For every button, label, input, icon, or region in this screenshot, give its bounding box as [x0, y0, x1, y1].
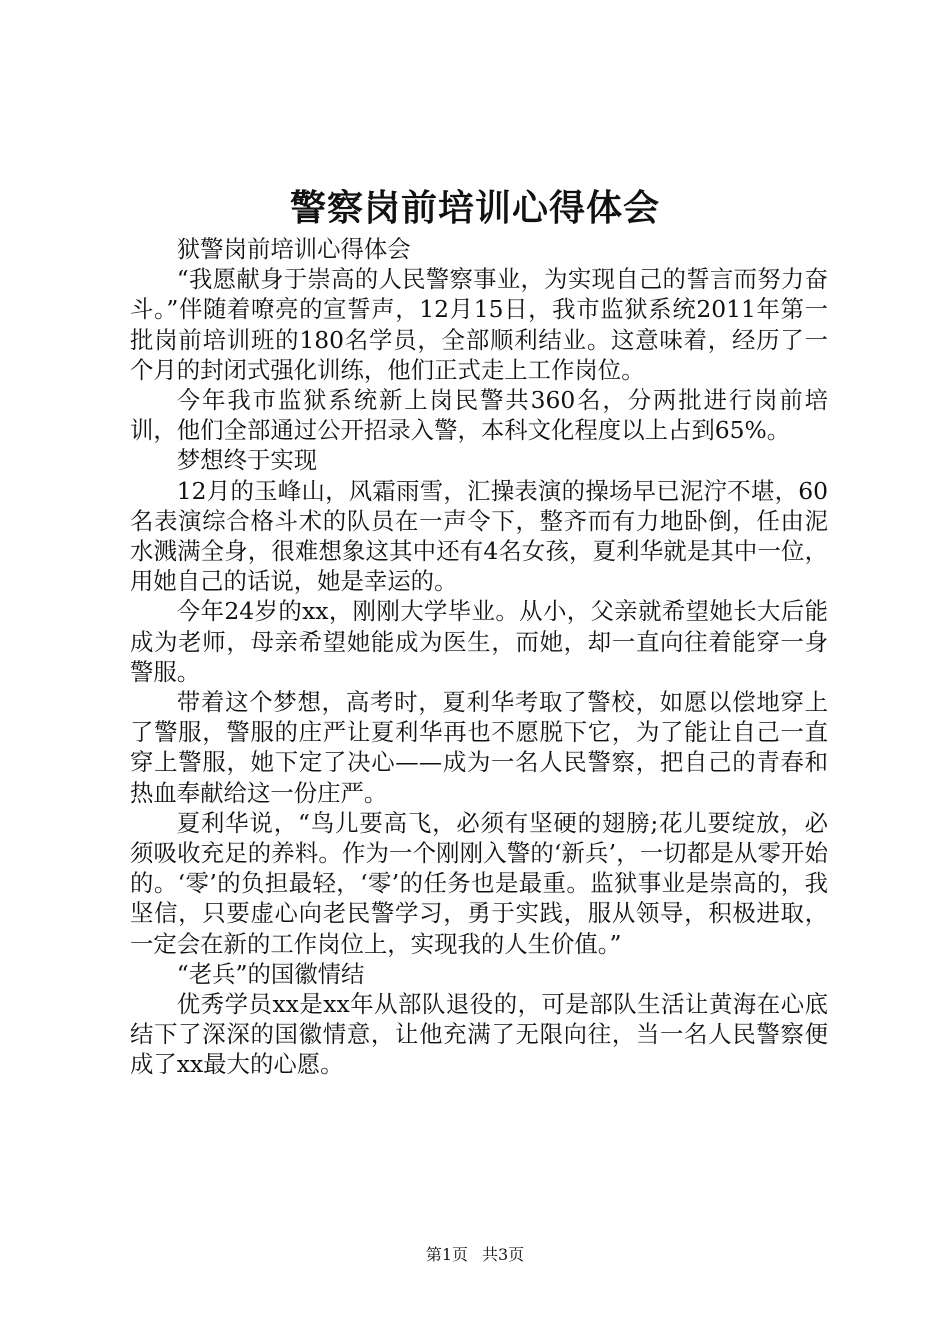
paragraph: 夏利华说，“鸟儿要高飞，必须有坚硬的翅膀;花儿要绽放，必须吸收充足的养料。作为一个刚刚入警的‘新兵’，一切都是从零开始的。‘零’的负担最轻，‘零’的任务也是最重。监狱事业是崇高的，我坚信，只要虚心向老民警学习，勇于实践，服从领导，积极进取，一定会在新的工作岗位上，实现我的人生价值。”	[130, 808, 828, 958]
paragraph: 优秀学员xx是xx年从部队退役的，可是部队生活让黄海在心底结下了深深的国徽情意，让他充满了无限向往，当一名人民警察便成了xx最大的心愿。	[130, 990, 828, 1079]
document-body	[130, 234, 828, 1080]
section-heading: “老兵”的国徽情结	[176, 959, 365, 988]
page-total: 共3页	[482, 1245, 525, 1264]
paragraph: 12月的玉峰山，风霜雨雪，汇操表演的操场早已泥泞不堪，60名表演综合格斗术的队员在一声令下，整齐而有力地卧倒，任由泥水溅满全身，很难想象这其中还有4名女孩，夏利华就是其中一位，用她自己的话说，她是幸运的。	[130, 476, 828, 596]
paragraph-subtitle: 狱警岗前培训心得体会	[176, 235, 411, 263]
paragraph: 今年24岁的xx，刚刚大学毕业。从小，父亲就希望她长大后能成为老师，母亲希望她能成为医生，而她，却一直向往着能穿一身警服。	[130, 597, 828, 686]
section-heading: 梦想终于实现	[176, 446, 318, 475]
paragraph: 今年我市监狱系统新上岗民警共360名，分两批进行岗前培训，他们全部通过公开招录入警，本科文化程度以上占到65%。	[130, 386, 828, 445]
paragraph: 带着这个梦想，高考时，夏利华考取了警校，如愿以偿地穿上了警服，警服的庄严让夏利华再也不愿脱下它，为了能让自己一直穿上警服，她下定了决心——成为一名人民警察，把自己的青春和热血奉献给这一份庄严。	[130, 688, 828, 807]
document-title: 警察岗前培训心得体会	[289, 188, 660, 229]
page-footer	[0, 1244, 950, 1266]
page-number: 第1页	[425, 1245, 468, 1264]
paragraph: “我愿献身于崇高的人民警察事业，为实现自己的誓言而努力奋斗。”伴随着嘹亮的宣誓声，12月15日，我市监狱系统2011年第一批岗前培训班的180名学员，全部顺利结业。这意味着，经历了一个月的封闭式强化训练，他们正式走上工作岗位。	[130, 265, 828, 384]
